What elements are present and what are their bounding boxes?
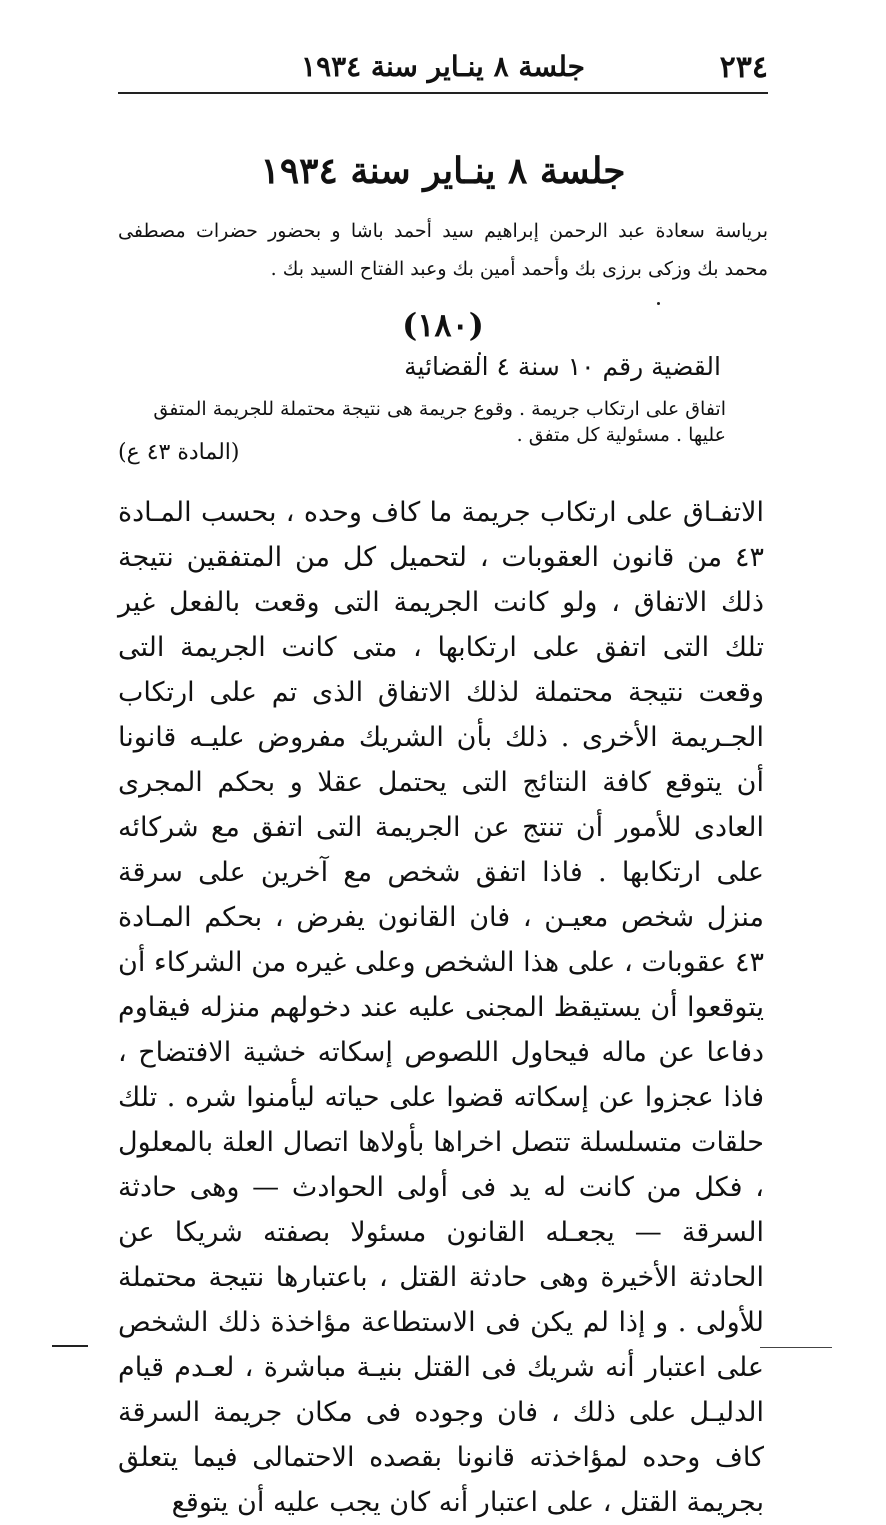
- page-number: ٢٣٤: [719, 50, 768, 85]
- case-number: (١٨٠): [402, 306, 484, 344]
- ink-speck: [657, 302, 660, 305]
- body-paragraph: الاتفـاق على ارتكاب جريمة ما كاف وحده ، بحسب المـادة ٤٣ من قانون العقوبات ، لتحميل كل من المتفقين نتيجة ذلك الاتفاق ، ولو كانت الجريمة التى وقعت بالفعل غير تلك التى اتفق على ارتكابها ، متى كانت الجريمة التى وقعت نتيجة محتملة لذلك الاتفاق الذى تم على ارتكاب الجـريمة الأخرى . ذلك بأن الشريك مفروض عليـه قانونا أن يتوقع كافة النتائج التى يحتمل عقلا و بحكم المجرى العادى للأمور أن تنتج عن الجريمة التى اتفق مع شركائه على ارتكابها . فاذا اتفق شخص مع آخرين على سرقة منزل شخص معيـن ، فان القانون يفرض ، بحكم المـادة ٤٣ عقوبات ، على هذا الشخص وعلى غيره من الشركاء أن يتوقعوا أن يستيقظ المجنى عليه عند دخولهم منزله فيقاوم دفاعا عن ماله فيحاول اللصوص إسكاته خشية الافتضاح ، فاذا عجزوا عن إسكاته قضوا على حياته ليأمنوا شره . تلك حلقات متسلسلة تتصل اخراها بأولاها اتصال العلة بالمعلول ، فكل من كانت له يد فى أولى الحوادث — وهى حادثة السرقة — يجعـله القانون مسئولا بصفته شريكا عن الحادثة الأخيرة وهى حادثة القتل ، باعتبارها نتيجة محتملة للأولى . و إذا لم يكن فى الاستطاعة مؤاخذة ذلك الشخص على اعتبار أنه شريك فى القتل بنيـة مباشرة ، لعـدم قيام الدليـل على ذلك ، فان وجوده فى مكان جريمة السرقة كاف وحده لمؤاخذته قانونا بقصده الاحتمالى فيما يتعلق بجريمة القتل ، على اعتبار أنه كان يجب عليه أن يتوقع: [118, 497, 764, 1518]
- running-header: [118, 44, 768, 94]
- presidency-paragraph: برياسة سعادة عبد الرحمن إبراهيم سيد أحمد باشا و بحضور حضرات مصطفى محمد بك وزكى برزى بك وأحمد أمين بك وعبد الفتاح السيد بك .: [118, 220, 768, 280]
- headnote: اتفاق على ارتكاب جريمة . وقوع جريمة هى نتيجة محتملة للجريمة المتفق عليها . مسئولية كل متفق .: [153, 398, 726, 446]
- article-reference: (المادة ٤٣ ع): [118, 440, 240, 465]
- session-title: جلسة ٨ ينـاير سنة ١٩٣٤: [260, 150, 626, 192]
- footer-rule: [52, 1345, 88, 1347]
- case-reference: القضية رقم ١٠ سنة ٤ القضائية: [404, 352, 721, 381]
- footer-rule: [760, 1347, 832, 1348]
- running-title: جلسة ٨ ينـاير سنة ١٩٣٤: [301, 50, 585, 83]
